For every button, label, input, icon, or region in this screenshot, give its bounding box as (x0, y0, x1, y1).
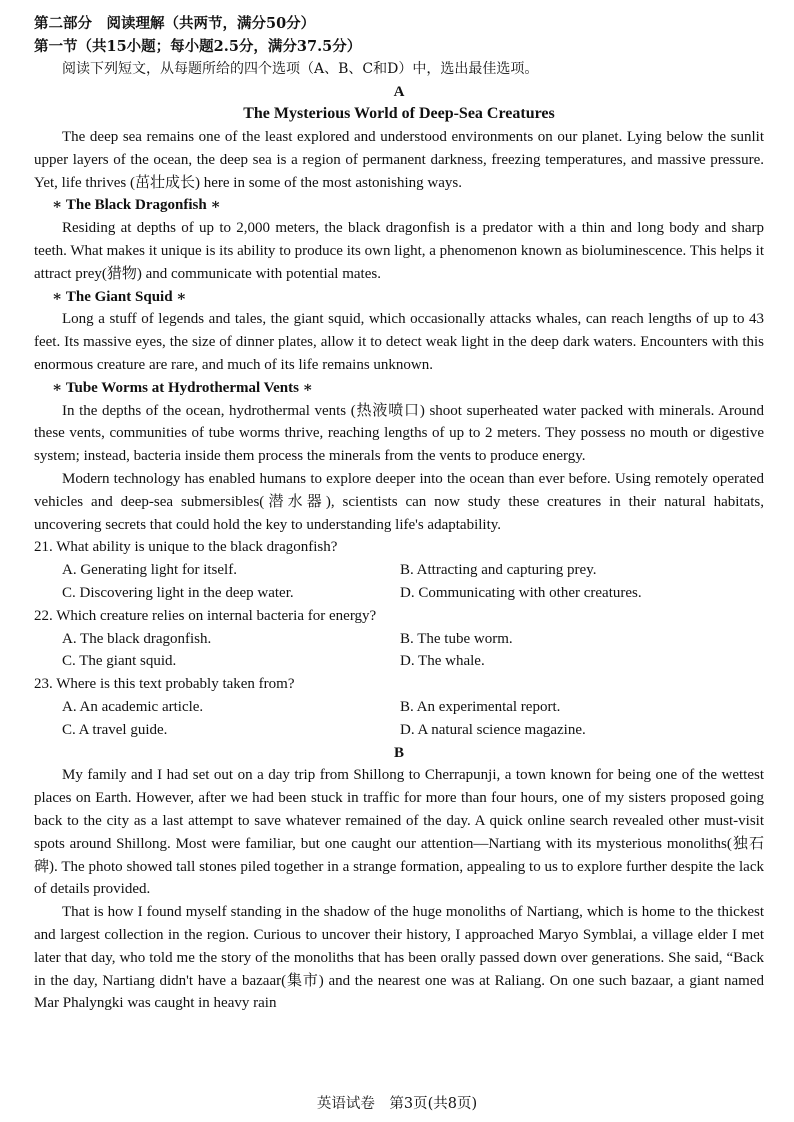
option-21c: C. Discovering light in the deep water. (62, 585, 294, 602)
question-22-options (34, 628, 764, 674)
section-header: 第一节（共15小题；每小题2.5分，满分37.5分） (34, 37, 362, 55)
passage-a-intro: The deep sea remains one of the least explored and understood environments on our planet. Lying below the sunlit upper layers of the ocean, the deep sea is a region of permanent darkness, freezing temperatures, and massive pressure. Yet, life thrives (茁壮成长) here in some of the most astonishing ways. (34, 129, 764, 191)
question-21-stem: 21. What ability is unique to the black dragonfish? (34, 539, 338, 556)
passage-a-title: The Mysterious World of Deep-Sea Creatures (243, 105, 555, 123)
section-heading-tube-worms: ∗ Tube Worms at Hydrothermal Vents ∗ (52, 379, 314, 396)
section-heading-dragonfish: ∗ The Black Dragonfish ∗ (52, 197, 221, 214)
option-21d: D. Communicating with other creatures. (400, 585, 642, 602)
page-footer: 英语试卷 第3页(共8页) (316, 1096, 478, 1112)
option-23a: A. An academic article. (62, 699, 204, 716)
option-22c: C. The giant squid. (62, 653, 177, 670)
option-22b: B. The tube worm. (400, 630, 513, 647)
passage-b-paragraph-2: That is how I found myself standing in the shadow of the huge monoliths of Nartiang, which is home to the thickest and largest collection in the region. Curious to uncover their history, I approached Maryo Symblai, a village elder I met later that day, who told me the story of the monoliths that has been orally passed down over generations. She said, “Back in the day, Nartiang didn't have a bazaar(集市) and the nearest one was at Raliang. On one such bazaar, a giant named Mar Phalyngki was caught in heavy rain (34, 904, 764, 1012)
question-21-options (34, 559, 764, 605)
passage-b-paragraph-1: My family and I had set out on a day trip from Shillong to Cherrapunji, a town known for being one of the wettest places on Earth. However, after we had been stuck in traffic for more than four hours, one of my sisters proposed going back to the city as a last attempt to save whatever remained of the day. A quick online search revealed other must-visit spots around Shillong. Most were familiar, but one caught our attention—Nartiang with its mysterious monoliths(独石碑). The photo showed tall stones piled together in a strange formation, appealing to us to explore further despite the lack of details provided. (34, 767, 764, 898)
option-23c: C. A travel guide. (62, 721, 168, 738)
passage-b-letter: B (393, 744, 404, 761)
option-22a: A. The black dragonfish. (62, 630, 212, 647)
passage-a-closing: Modern technology has enabled humans to explore deeper into the ocean than ever before. Using remotely operated vehicles and deep-sea submersibles(潜水器), scientists can now study these creatures in their natural habitats, uncovering secrets that could hold the key to understanding life's adaptability. (34, 471, 764, 533)
instruction: 阅读下列短文，从每题所给的四个选项（A、B、C和D）中，选出最佳选项。 (62, 61, 539, 77)
option-21a: A. Generating light for itself. (62, 562, 237, 579)
exam-page (34, 13, 764, 1015)
question-22-stem: 22. Which creature relies on internal bacteria for energy? (34, 607, 377, 624)
option-23d: D. A natural science magazine. (400, 721, 586, 738)
option-22d: D. The whale. (400, 653, 485, 670)
section-text-tube-worms: In the depths of the ocean, hydrothermal vents (热液喷口) shoot superheated water packed with minerals. Around these vents, communities of tube worms thrive, reaching lengths of up to 2 meters. They possess no mouth or digestive system; instead, bacteria inside them process the minerals from the vents to produce energy. (34, 402, 764, 465)
option-21b: B. Attracting and capturing prey. (400, 562, 597, 579)
section-text-squid: Long a stuff of legends and tales, the giant squid, which occasionally attacks whales, can reach lengths of up to 43 feet. Its massive eyes, the size of dinner plates, allow it to detect weak light in the deep dark waters. Encounters with this enormous creature are rare, and much of its life remains unknown. (34, 311, 764, 374)
question-23-options (34, 696, 764, 742)
section-heading-squid: ∗ The Giant Squid ∗ (52, 288, 187, 305)
option-23b: B. An experimental report. (400, 699, 561, 716)
section-text-dragonfish: Residing at depths of up to 2,000 meters, the black dragonfish is a predator with a thin and long body and sharp teeth. What makes it unique is its ability to produce its own light, a phenomenon known as bioluminescence. This helps it attract prey(猎物) and communicate with potential mates. (34, 220, 764, 282)
passage-a-letter: A (393, 83, 405, 100)
question-23-stem: 23. Where is this text probably taken from? (34, 676, 295, 693)
part-header: 第二部分 阅读理解（共两节，满分50分） (34, 15, 316, 32)
